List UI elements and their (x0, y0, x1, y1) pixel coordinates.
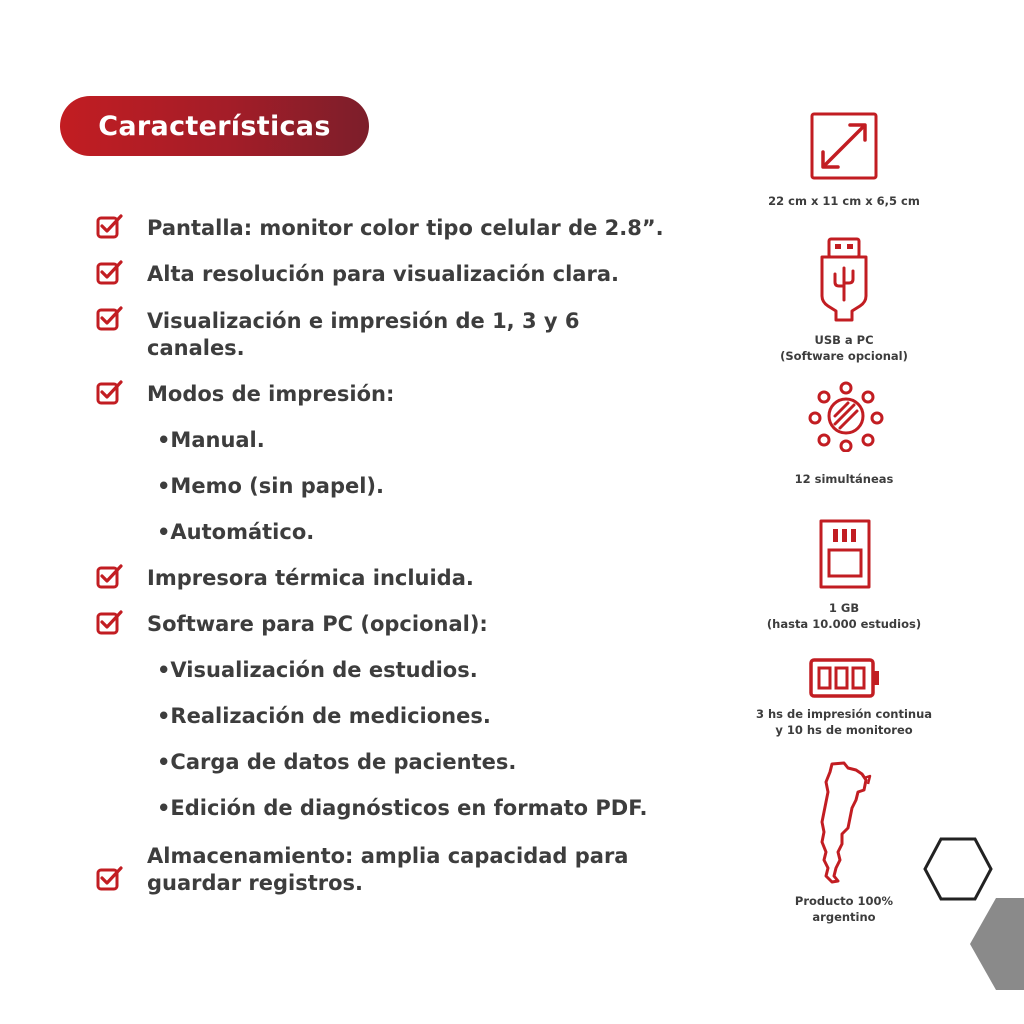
resize-arrow-icon (810, 112, 878, 180)
checkbox-icon (96, 306, 124, 332)
hexagon-fill-shape (970, 898, 1024, 990)
spec-caption-origin: Producto 100% argentino (794, 894, 894, 924)
virus-icon (804, 380, 888, 452)
section-title-pill (60, 96, 369, 156)
usb-icon (818, 236, 870, 322)
battery-icon (808, 656, 882, 700)
feature-item: Alta resolución para visualización clara. (147, 262, 619, 286)
feature-item-line1: Visualización e impresión de 1, 3 y 6 (147, 309, 580, 333)
checkbox-icon (96, 380, 124, 406)
feature-item: Modos de impresión: (147, 382, 395, 406)
sub-item: •Automático. (157, 520, 315, 544)
section-title: Características (98, 110, 331, 142)
sub-item: •Manual. (157, 428, 265, 452)
feature-item: Software para PC (opcional): (147, 612, 488, 636)
feature-item-line1: Almacenamiento: amplia capacidad para (147, 844, 629, 868)
checkbox-icon (96, 214, 124, 240)
sd-card-icon (818, 518, 872, 590)
hexagon-outline-icon (922, 836, 994, 902)
spec-caption-battery: 3 hs de impresión continua y 10 hs de monitoreo (755, 707, 933, 737)
sub-item: •Edición de diagnósticos en formato PDF. (157, 796, 648, 820)
sub-item: •Memo (sin papel). (157, 474, 384, 498)
spec-caption-memory: 1 GB (hasta 10.000 estudios) (766, 601, 922, 631)
spec-caption-channels: 12 simultáneas (794, 472, 894, 486)
checkbox-icon (96, 610, 124, 636)
argentina-map-icon (812, 760, 876, 884)
checkbox-icon (96, 866, 124, 892)
sub-item: •Visualización de estudios. (157, 658, 478, 682)
feature-item: Pantalla: monitor color tipo celular de 2.8”. (147, 216, 664, 240)
feature-item: Impresora térmica incluida. (147, 566, 474, 590)
checkbox-icon (96, 564, 124, 590)
feature-item-line2: canales. (147, 336, 245, 360)
feature-item-line2: guardar registros. (147, 871, 364, 895)
sub-item: •Carga de datos de pacientes. (157, 750, 517, 774)
checkbox-icon (96, 260, 124, 286)
spec-caption-usb: USB a PC (Software opcional) (780, 333, 908, 363)
spec-caption-size: 22 cm x 11 cm x 6,5 cm (768, 194, 920, 208)
sub-item: •Realización de mediciones. (157, 704, 491, 728)
